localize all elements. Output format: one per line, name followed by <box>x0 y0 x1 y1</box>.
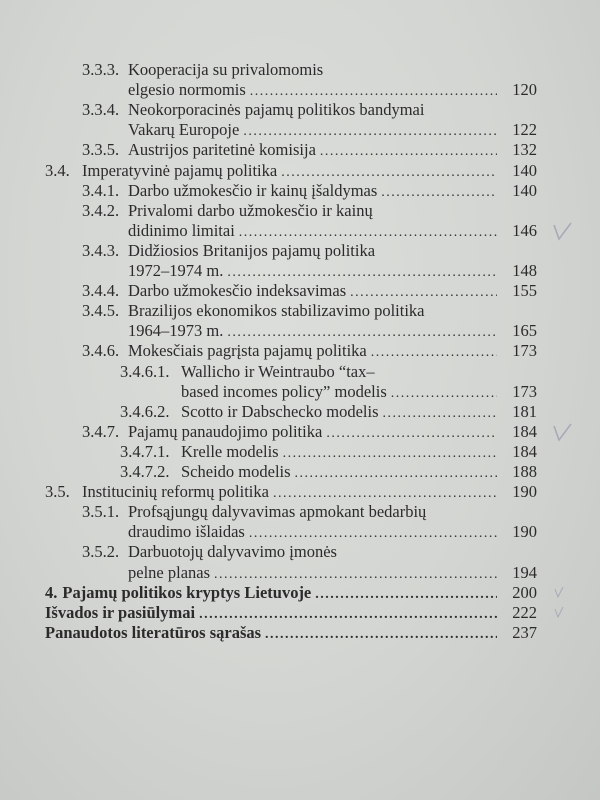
toc-entry-line <box>128 221 537 241</box>
toc-page-number: 140 <box>512 160 537 180</box>
toc-page-number: 148 <box>512 261 537 280</box>
toc-entry-line <box>128 563 537 583</box>
toc-page-number: 222 <box>512 602 537 622</box>
toc-entry-line <box>128 321 537 341</box>
toc-entry-line <box>120 401 537 422</box>
pencil-checkmark-icon <box>551 603 575 625</box>
pencil-checkmark-icon <box>551 221 575 243</box>
dot-leader <box>250 82 497 102</box>
dot-leader <box>249 524 497 544</box>
toc-entry-number: 3.4.7. <box>82 421 120 441</box>
toc-entry-title: 1972–1974 m. <box>128 261 224 280</box>
pencil-checkmark-icon <box>551 583 575 605</box>
toc-entry-number: 4. <box>45 582 58 602</box>
toc-entry-line <box>128 120 537 140</box>
toc-entry-line <box>181 382 537 402</box>
toc-entry-line <box>82 100 537 120</box>
dot-leader <box>350 283 497 303</box>
pencil-checkmark-icon <box>551 422 575 444</box>
dot-leader <box>383 404 497 424</box>
toc-entry-title: Vakarų Europoje <box>128 120 240 140</box>
dot-leader <box>265 625 497 645</box>
dot-leader <box>391 384 497 404</box>
toc-entry-title: didinimo limitai <box>128 220 235 240</box>
toc-entry-number: 3.3.4. <box>82 100 120 120</box>
toc-page-number: 188 <box>512 462 537 481</box>
toc-entry-title: Darbo užmokesčio ir kainų įšaldymas <box>128 180 378 200</box>
toc-page-number: 132 <box>512 140 537 160</box>
toc-entry-number: 3.4.1. <box>82 180 120 200</box>
toc-page-number: 155 <box>512 281 537 301</box>
toc-entry-number: 3.5.1. <box>82 502 120 522</box>
toc-entry-title: Profsąjungų dalyvavimas apmokant bedarbių <box>128 502 427 522</box>
toc-entry-number: 3.4.7.1. <box>120 441 170 461</box>
dot-leader <box>199 605 497 625</box>
toc-entry-title: draudimo išlaidas <box>128 522 245 542</box>
toc-entry-line <box>82 421 537 442</box>
toc-entry-title: Privalomi darbo užmokesčio ir kainų <box>128 200 373 220</box>
dot-leader <box>243 122 497 142</box>
toc-entry-line <box>45 623 537 643</box>
toc-entry-number: 3.5.2. <box>82 542 120 562</box>
toc-entry-line <box>82 180 537 201</box>
dot-leader <box>214 565 497 585</box>
toc-entry-title: pelne planas <box>128 562 211 582</box>
toc-entry-number: 3.4.4. <box>82 281 120 301</box>
toc-page-number: 184 <box>512 441 537 461</box>
toc-page-number: 190 <box>512 482 537 502</box>
toc-entry-number: 3.4.3. <box>82 240 120 260</box>
toc-page-number: 140 <box>512 180 537 200</box>
dot-leader <box>381 183 497 203</box>
toc-entry-title: Wallicho ir Weintraubo “tax– <box>181 361 375 381</box>
toc-entry-line <box>82 301 537 321</box>
toc-entry-line <box>120 441 537 462</box>
toc-page-number: 120 <box>512 80 537 100</box>
toc-entry-number: 3.4.6.2. <box>120 401 170 421</box>
toc-entry-title: Pajamų panaudojimo politika <box>128 421 323 441</box>
toc-entry-number: 3.5. <box>45 482 70 502</box>
toc-entry-line <box>128 80 537 100</box>
toc-entry-title: Scotto ir Dabschecko modelis <box>181 401 379 421</box>
dot-leader <box>281 163 497 183</box>
toc-page-number: 181 <box>512 401 537 421</box>
toc-entry-number: 3.4.6.1. <box>120 361 170 381</box>
toc-page-number: 190 <box>512 522 537 542</box>
toc-entry-line <box>82 240 537 261</box>
toc-page-number: 237 <box>512 622 537 642</box>
toc-entry-number: 3.3.5. <box>82 140 120 160</box>
toc-page-number: 200 <box>512 582 537 602</box>
dot-leader <box>371 343 497 363</box>
toc-entry-title: Darbuotojų dalyvavimo įmonės <box>128 542 337 562</box>
dot-leader <box>315 585 497 605</box>
toc-entry-title: Pajamų politikos kryptys Lietuvoje <box>62 582 312 602</box>
dot-leader <box>295 464 497 484</box>
toc-entry-line <box>82 502 537 522</box>
toc-entry-title: Austrijos paritetinė komisija <box>128 140 316 160</box>
toc-entry-line <box>120 361 537 382</box>
toc-entry-line <box>128 522 537 542</box>
toc-entry-title: Neokorporacinės pajamų politikos bandymai <box>128 100 425 120</box>
toc-entry-title: Panaudotos literatūros sąrašas <box>45 622 262 642</box>
toc-page-number: 122 <box>512 120 537 140</box>
dot-leader <box>227 323 497 343</box>
toc-entry-line <box>82 200 537 221</box>
toc-entry-title: Imperatyvinė pajamų politika <box>82 160 278 180</box>
toc-page-number: 194 <box>512 562 537 582</box>
toc-entry-title: Darbo užmokesčio indeksavimas <box>128 281 347 301</box>
toc-entry-line <box>120 462 537 482</box>
toc-entry-number: 3.4.7.2. <box>120 462 170 481</box>
toc-entry-title: elgesio normomis <box>128 80 246 100</box>
toc-page-number: 173 <box>512 381 537 401</box>
toc-entry-line <box>45 603 537 623</box>
toc-entry-title: Institucinių reformų politika <box>82 482 269 502</box>
toc-entry-title: Scheido modelis <box>181 462 291 481</box>
toc-page-number: 184 <box>512 421 537 441</box>
toc-entry-title: Mokesčiais pagrįsta pajamų politika <box>128 341 367 361</box>
toc-entry-line <box>82 281 537 301</box>
toc-entry-title: based incomes policy” modelis <box>181 381 387 401</box>
toc-entry-title: Krelle modelis <box>181 441 279 461</box>
toc-entry-number: 3.3.3. <box>82 60 120 79</box>
toc-page-number: 165 <box>512 321 537 341</box>
toc-entry-line <box>128 261 537 281</box>
dot-leader <box>283 444 497 464</box>
toc-entry-line <box>82 542 537 562</box>
toc-entry-line <box>82 341 537 361</box>
toc-entry-line <box>82 140 537 160</box>
toc-entry-number: 3.4.2. <box>82 200 120 220</box>
toc-entry-line <box>45 482 537 502</box>
toc-page-number: 146 <box>512 220 537 240</box>
toc-entry-title: Didžiosios Britanijos pajamų politika <box>128 240 376 260</box>
dot-leader <box>273 484 497 504</box>
toc-entry-title: Kooperacija su privalomomis <box>128 60 324 79</box>
toc-entry-line <box>45 160 537 181</box>
toc-page-number: 173 <box>512 341 537 361</box>
toc-entry-title: Brazilijos ekonomikos stabilizavimo politika <box>128 301 425 321</box>
dot-leader <box>320 142 497 162</box>
toc-entry-number: 3.4. <box>45 160 70 180</box>
toc-entry-number: 3.4.6. <box>82 341 120 361</box>
dot-leader <box>227 263 497 283</box>
toc-entry-title: Išvados ir pasiūlymai <box>45 602 196 622</box>
dot-leader <box>326 424 497 444</box>
toc-entry-line <box>45 583 537 603</box>
toc-entry-title: 1964–1973 m. <box>128 321 224 341</box>
dot-leader <box>239 223 497 243</box>
toc-entry-line <box>82 60 537 80</box>
toc-entry-number: 3.4.5. <box>82 301 120 321</box>
